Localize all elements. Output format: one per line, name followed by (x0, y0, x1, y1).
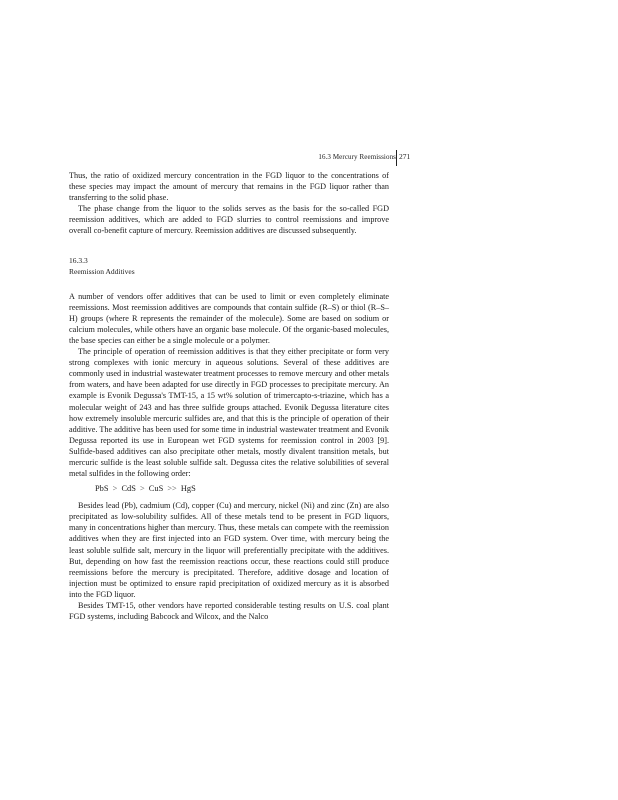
section-title: Reemission Additives (69, 266, 135, 276)
paragraph: A number of vendors offer additives that can be used to limit or even completely eliminate reemissions. Most reemission additives are compounds that contain sulfide (R–S) or thiol (R–S–H) groups (where R represents the remainder of the molecule). Some are based on sodium or calcium molecules, while others have an organic base molecule. Of the organic-based molecules, the base species can either be a single molecule or a polymer. (69, 291, 389, 345)
formula-term: CdS (121, 484, 136, 494)
page-number: 271 (399, 152, 411, 161)
formula-term: PbS (95, 484, 109, 494)
running-head: 16.3 Mercury Reemissions (318, 153, 396, 161)
formula-relation: >> (167, 484, 177, 494)
page-header (300, 152, 418, 168)
paragraph: Besides TMT-15, other vendors have reported considerable testing results on U.S. coal plant FGD systems, including Babcock and Wilcox, and the Nalco (69, 601, 389, 622)
section-number: 16.3.3 (69, 255, 88, 265)
formula-relation: > (139, 484, 145, 494)
formula-term: CuS (148, 484, 164, 494)
page-body (69, 170, 389, 622)
formula-term: HgS (180, 484, 196, 494)
header-rule (396, 150, 397, 166)
paragraph: The phase change from the liquor to the solids serves as the basis for the so-called FGD reemission additives, which are added to FGD slurries to control reemissions and improve overall co-benefit capture of mercury. Reemission additives are discussed subsequently. (69, 204, 389, 236)
paragraph: Besides lead (Pb), cadmium (Cd), copper (Cu) and mercury, nickel (Ni) and zinc (Zn) are also precipitated as low-solubility sulfides. All of these metals tend to be present in FGD liquors, many in concentrations higher than mercury. Thus, these metals can compete with the reemission additives when they are first injected into an FGD system. Over time, with mercury being the least soluble sulfide salt, mercury in the liquor will preferentially precipitate with the additives. But, depending on how fast the reemission reactions occur, these reactions could still produce reemissions before the mercury is precipitated. Therefore, additive dosage and location of injection must be optimized to ensure rapid precipitation of oxidized mercury as it is absorbed into the FGD liquor. (69, 501, 389, 599)
paragraph: The principle of operation of reemission additives is that they either precipitate or form very strong complexes with ionic mercury in aqueous solutions. Several of these additives are commonly used in industrial wastewater treatment processes to remove mercury and other metals from waters, and have been adapted for use directly in FGD processes to precipitate mercury. An example is Evonik Degussa's TMT-15, a 15 wt% solution of trimercapto-s-triazine, which has a molecular weight of 243 and has three sulfide groups attached. Evonik Degussa literature cites how extremely insoluble mercuric sulfides are, and that this is the principle of operation of their additive. The additive has been used for some time in industrial wastewater treatment and Evonik Degussa reported its use in European wet FGD systems for reemission control in 2003 [9]. Sulfide-based additives can also precipitate other metals, mostly divalent transition metals, but mercuric sulfide is the least soluble sulfide salt. Degussa cites the relative solubilities of several metal sulfides in the following order: (69, 347, 389, 479)
paragraph: Thus, the ratio of oxidized mercury concentration in the FGD liquor to the concentrations of these species may impact the amount of mercury that remains in the FGD liquor rather than transferring to the solid phase. (69, 171, 389, 203)
formula-relation: > (112, 484, 118, 494)
solubility-order-formula (95, 483, 389, 494)
